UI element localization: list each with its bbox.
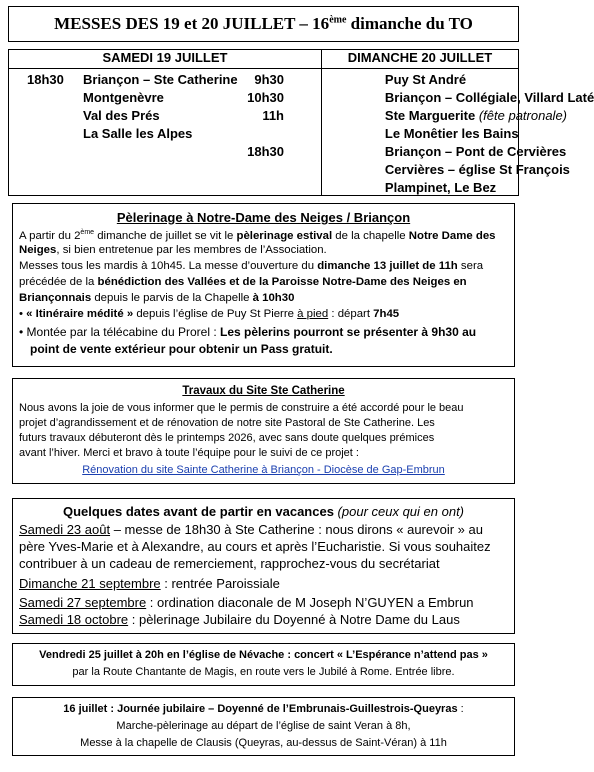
date-item: Samedi 18 octobre : pèlerinage Jubilaire du Doyenné à Notre Dame du Laus [19,612,460,627]
pilgrimage-line: A partir du 2ème dimanche de juillet se vit le pèlerinage estival de la chapelle Notre Dame des [19,229,496,242]
works-link[interactable]: Rénovation du site Sainte Catherine à Briançon - Diocèse de Gap-Embrun [82,464,445,476]
title-main: MESSES DES 19 et 20 JUILLET – 16 [54,14,330,33]
saturday-place: La Salle les Alpes [83,126,193,141]
sunday-place: Briançon – Collégiale, Villard Laté [384,90,594,105]
date-item: Samedi 27 septembre : ordination diaconale de M Joseph N’GUYEN a Embrun [19,595,474,610]
date-item-cont: père Yves-Marie et à Alexandre, au cours et après l’Eucharistie. Si vous souhaitez [19,539,491,554]
date-item: Samedi 23 août – messe de 18h30 à Ste Catherine : nous dirons « aurevoir » au [19,522,483,537]
pilgrimage-line: Messes tous les mardis à 10h45. La messe d’ouverture du dimanche 13 juillet de 11h sera [19,260,484,272]
page-title [9,14,518,34]
pilgrimage-bullet: • Montée par la télécabine du Prorel : Les pèlerins pourront se présenter à 9h30 au [19,325,477,339]
concert-line: par la Route Chantante de Magis, en route vers le Jubilé à Rome. Entrée libre. [72,666,455,678]
sunday-place: Le Monêtier les Bains [384,126,519,141]
date-item: Dimanche 21 septembre : rentrée Paroissiale [19,576,280,591]
works-link-wrap [13,464,514,476]
sunday-header: DIMANCHE 20 JUILLET [321,50,518,69]
dates-title-wrap [13,504,514,519]
works-line: futurs travaux débuteront dès le printemps 2026, avec sans doute quelques prémices [19,432,435,444]
marguerite-label: Ste Marguerite [384,108,479,123]
sunday-place: Plampinet, Le Bez [384,180,497,195]
sunday-place: Puy St André [384,72,467,87]
sunday-time: 18h30 [247,144,284,159]
dates-box [12,498,515,634]
works-line: Nous avons la joie de vous informer que le permis de construire a été accordé pour le beau [19,402,464,414]
pilgrimage-line: Briançonnais depuis le parvis de la Chapelle à 10h30 [19,292,295,304]
saturday-place: Montgenèvre [83,90,164,105]
concert-box [12,643,515,686]
works-box [12,378,515,484]
sunday-time: 10h30 [247,90,284,105]
works-line: avant l’hiver. Merci et bravo à toute l’équipe pour le suivi de ce projet : [19,447,359,459]
sunday-cell [247,69,594,196]
concert-line: Vendredi 25 juillet à 20h en l’église de Névache : concert « L’Espérance n’attend pas » [39,649,488,661]
pilgrimage-line: Neiges, si bien entretenue par les membres de l’Association. [19,244,327,256]
sunday-place-marguerite [385,108,567,123]
date-item-cont: contribuer à un cadeau de remerciement, rapprochez-vous du secrétariat [19,556,440,571]
works-title: Travaux du Site Ste Catherine [182,385,345,397]
saturday-cell [9,69,322,196]
sunday-place: Cervières – église St François [384,162,570,177]
jubilee-line: Messe à la chapelle de Clausis (Queyras, au-dessus de Saint-Véran) à 11h [80,737,447,749]
jubilee-line: Marche-pèlerinage au départ de l’église de saint Veran à 8h, [116,720,411,732]
pilgrimage-title: Pèlerinage à Notre-Dame des Neiges / Briançon [116,210,411,225]
dates-title-note: (pour ceux qui en ont) [333,504,465,519]
saturday-place: Val des Prés [83,108,160,123]
title-superscript: ème [329,14,347,26]
mass-schedule-table [8,49,594,196]
sunday-time: 9h30 [254,72,284,87]
sunday-time: 11h [262,108,284,123]
title-box [8,6,519,42]
pilgrimage-bullet-cont: point de vente extérieur pour obtenir un Pass gratuit. [30,342,333,356]
sunday-place: Briançon – Pont de Cervières [384,144,567,159]
pilgrimage-bullet: • « Itinéraire médité » depuis l’église de Puy St Pierre à pied : départ 7h45 [19,308,400,320]
jubilee-box [12,697,515,756]
pilgrimage-box [12,203,515,367]
saturday-header: SAMEDI 19 JUILLET [9,50,322,69]
works-line: projet d’agrandissement et de rénovation de notre site Pastoral de Ste Catherine. Les [19,417,435,429]
title-end: dimanche du TO [346,14,473,33]
jubilee-line: 16 juillet : Journée jubilaire – Doyenné de l’Embrunais-Guillestrois-Queyras : [63,703,464,715]
saturday-time: 18h30 [27,72,64,87]
dates-title: Quelques dates avant de partir en vacances [62,504,334,519]
marguerite-note: (fête patronale) [478,108,568,123]
saturday-place: Briançon – Ste Catherine [83,72,238,87]
pilgrimage-line: précédée de la bénédiction des Vallées et de la Paroisse Notre-Dame des Neiges en [19,276,467,288]
